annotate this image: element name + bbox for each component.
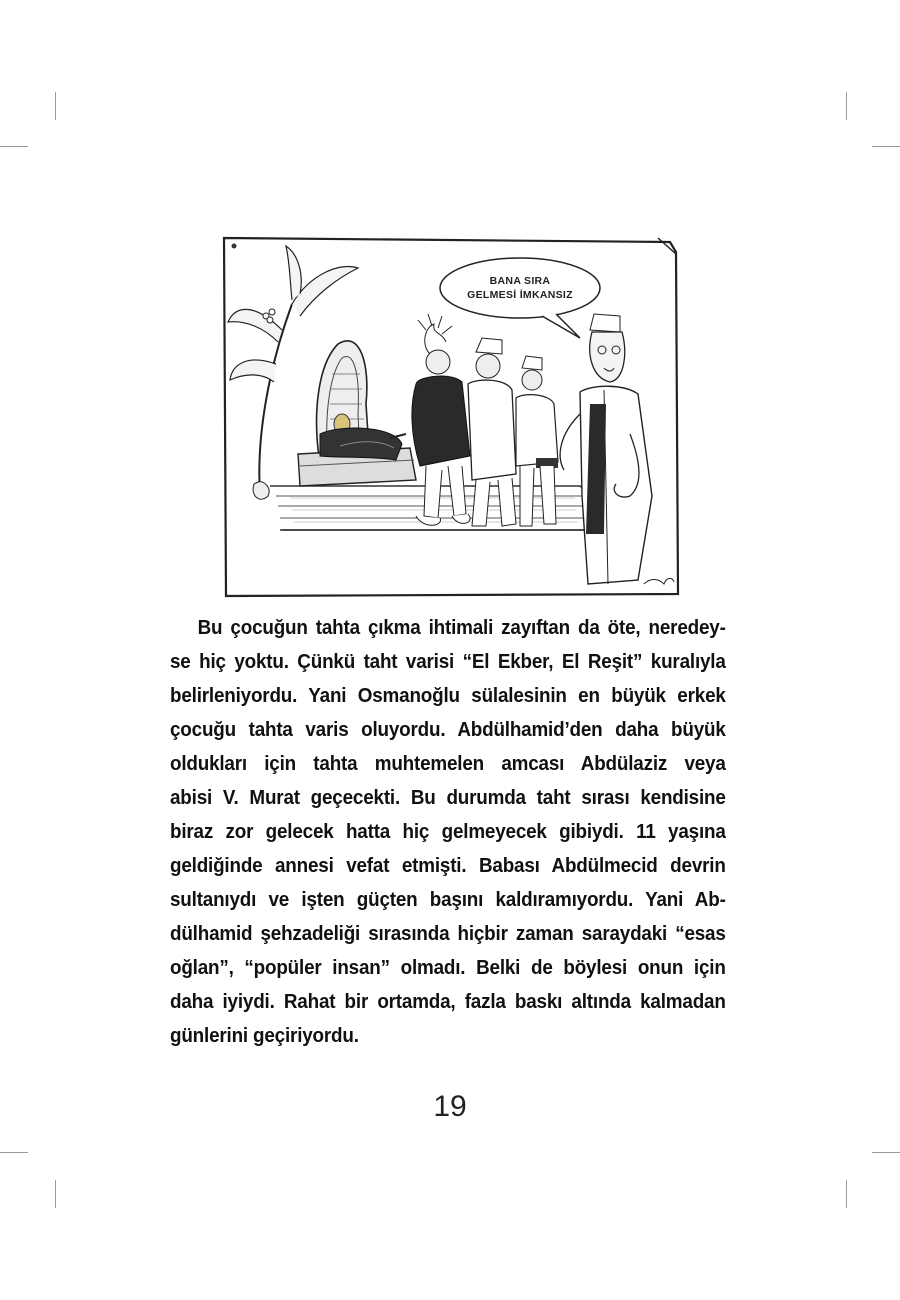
cartoon-illustration [220,234,682,600]
speech-bubble-line1: BANA SIRA [489,275,551,287]
speech-bubble-line2: GELMESİ İMKANSIZ [467,289,573,301]
text-line: biraz zor gelecek hatta hiç gelmeyecek gibiydi. 11 yaşına [170,820,726,843]
crop-mark [55,92,56,120]
crop-mark [846,92,847,120]
crop-mark [872,146,900,147]
text-line: se hiç yoktu. Çünkü taht varisi “El Ekber, El Reşit” kuralıyla [170,650,726,673]
text-line: daha iyiydi. Rahat bir ortamda, fazla baskı altında kalmadan [170,990,726,1013]
text-line: Bu çocuğun tahta çıkma ihtimali zayıftan da öte, neredey- [197,616,726,639]
text-line: belirleniyordu. Yani Osmanoğlu sülalesinin en büyük erkek [170,684,726,707]
text-line: abisi V. Murat geçecekti. Bu durumda taht sırası kendisine [170,786,726,809]
crop-mark [0,1152,28,1153]
body-paragraph [170,611,726,1053]
text-line: günlerini geçiriyordu. [170,1024,359,1047]
text-line: geldiğinde annesi vefat etmişti. Babası Abdülmecid devrin [170,854,726,877]
text-line: oldukları için tahta muhtemelen amcası Abdülaziz veya [170,752,726,775]
text-line: oğlan”, “popüler insan” olmadı. Belki de böylesi onun için [170,956,726,979]
crop-mark [846,1180,847,1208]
page-number: 19 [433,1090,467,1123]
text-line: sultanıydı ve işten güçten başını kaldıramıyordu. Yani Ab- [170,888,726,911]
text-line: dülhamid şehzadeliği sırasında hiçbir zaman saraydaki “esas [170,922,726,945]
crop-mark [55,1180,56,1208]
crop-mark [0,146,28,147]
text-line: çocuğu tahta varis oluyordu. Abdülhamid’den daha büyük [170,718,726,741]
crop-mark [872,1152,900,1153]
